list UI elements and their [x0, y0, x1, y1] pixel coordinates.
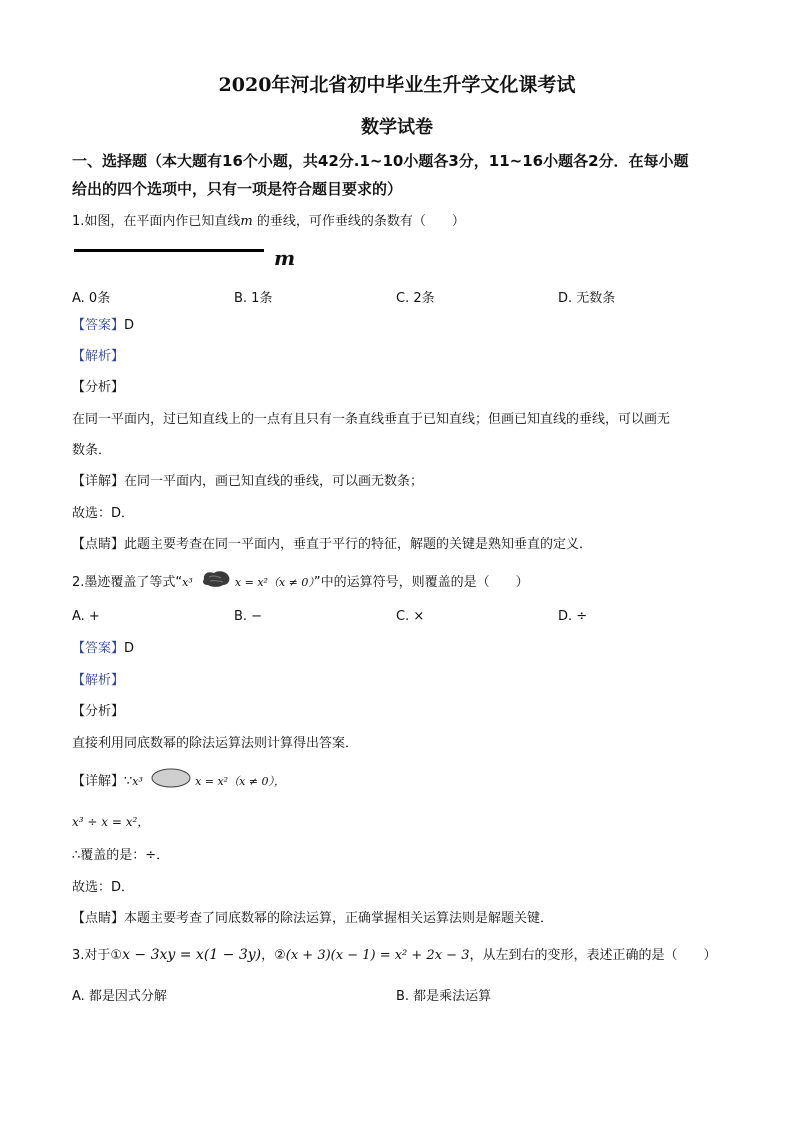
detail-tag: 【详解】	[72, 774, 125, 789]
q2-option-a: A. +	[72, 609, 100, 624]
q1-stem-a: 1.如图，在平面内作已知直线	[72, 214, 241, 229]
q2-option-b: B. −	[234, 609, 263, 624]
q3-stem-a: 3.对于①	[72, 948, 123, 963]
q3-equation-2: (x + 3)(x − 1) = x² + 2x − 3	[285, 948, 470, 963]
answer-tag: 【答案】	[72, 641, 125, 656]
q1-answer-value: D	[124, 318, 135, 333]
q2-detail-math-a: x³	[132, 775, 143, 788]
section-heading-line1: 一、选择题（本大题有16个小题，共42分.1~10小题各3分，11~16小题各2分．在每小题	[72, 152, 689, 170]
q2-choose: 故选：D．	[72, 880, 135, 895]
q1-comment-text: 此题主要考查在同一平面内，垂直于平行的特征，解题的关键是熟知垂直的定义．	[124, 537, 593, 552]
ink-blot-icon	[201, 570, 231, 595]
q3-option-a: A. 都是因式分解	[72, 989, 167, 1004]
q2-detail-math-b: x = x²（x ≠ 0），	[195, 775, 286, 788]
q2-analysis-tag: 【解析】	[72, 673, 125, 688]
q3-stem-b: ，从左到右的变形，表述正确的是（ ）	[469, 948, 717, 963]
page-title: 2020年河北省初中毕业生升学文化课考试	[218, 74, 576, 96]
q2-fenxi-text: 直接利用同底数幂的除法运算法则计算得出答案．	[72, 736, 359, 751]
q1-figure-line	[74, 249, 264, 252]
comment-tag: 【点睛】	[72, 911, 125, 926]
q2-stem-math-b: x = x²（x ≠ 0）	[234, 576, 314, 589]
q2-fenxi-tag: 【分析】	[72, 704, 125, 719]
q1-option-d: D. 无数条	[558, 291, 616, 306]
q2-stem-math-a: x³	[182, 576, 193, 589]
q2-therefore: ∴覆盖的是：÷．	[72, 848, 170, 863]
q1-fenxi-line2: 数条．	[72, 443, 112, 458]
q1-option-a: A. 0条	[72, 291, 111, 306]
q1-stem-var: m	[240, 214, 253, 229]
q2-option-c: C. ×	[396, 609, 425, 624]
q3-option-b: B. 都是乘法运算	[396, 989, 492, 1004]
q1-answer	[72, 316, 134, 336]
q1-stem	[72, 212, 465, 232]
q2-comment	[72, 909, 553, 929]
q2-equation-line: x³ ÷ x = x²，	[72, 815, 150, 829]
q1-option-c: C. 2条	[396, 291, 435, 306]
answer-tag: 【答案】	[72, 318, 125, 333]
section-heading-line2: 给出的四个选项中，只有一项是符合题目要求的）	[72, 180, 403, 198]
q2-answer	[72, 639, 134, 659]
q2-stem	[72, 570, 529, 595]
q2-answer-value: D	[124, 641, 135, 656]
q1-analysis-tag: 【解析】	[72, 349, 125, 364]
q3-stem-mid: ，②	[261, 948, 286, 963]
q2-option-d: D. ÷	[558, 609, 588, 624]
q3-stem	[72, 945, 716, 966]
q1-fenxi-tag: 【分析】	[72, 380, 125, 395]
q2-comment-text: 本题主要考查了同底数幂的除法运算，正确掌握相关运算法则是解题关键．	[124, 911, 554, 926]
detail-tag: 【详解】	[72, 474, 125, 489]
q1-detail	[72, 472, 423, 492]
blank-oval-icon	[151, 768, 191, 795]
q2-detail	[72, 768, 285, 795]
q1-stem-b: 的垂线，可作垂线的条数有（ ）	[252, 214, 465, 229]
q1-comment	[72, 535, 592, 555]
comment-tag: 【点睛】	[72, 537, 125, 552]
q1-fenxi-line1: 在同一平面内，过已知直线上的一点有且只有一条直线垂直于已知直线；但画已知直线的垂线，可以画无	[72, 412, 671, 427]
q2-stem-a: 2.墨迹覆盖了等式“	[72, 575, 183, 590]
q2-stem-b: ”中的运算符号，则覆盖的是（ ）	[313, 575, 529, 590]
q1-choose: 故选：D．	[72, 506, 135, 521]
q1-detail-text: 在同一平面内，画已知直线的垂线，可以画无数条；	[124, 474, 424, 489]
q1-figure-label: m	[274, 246, 296, 270]
page-subtitle: 数学试卷	[361, 117, 433, 138]
q1-option-b: B. 1条	[234, 291, 273, 306]
q3-equation-1: x − 3xy = x(1 − 3y)	[122, 947, 262, 963]
q2-detail-prefix: ∵	[124, 774, 133, 789]
